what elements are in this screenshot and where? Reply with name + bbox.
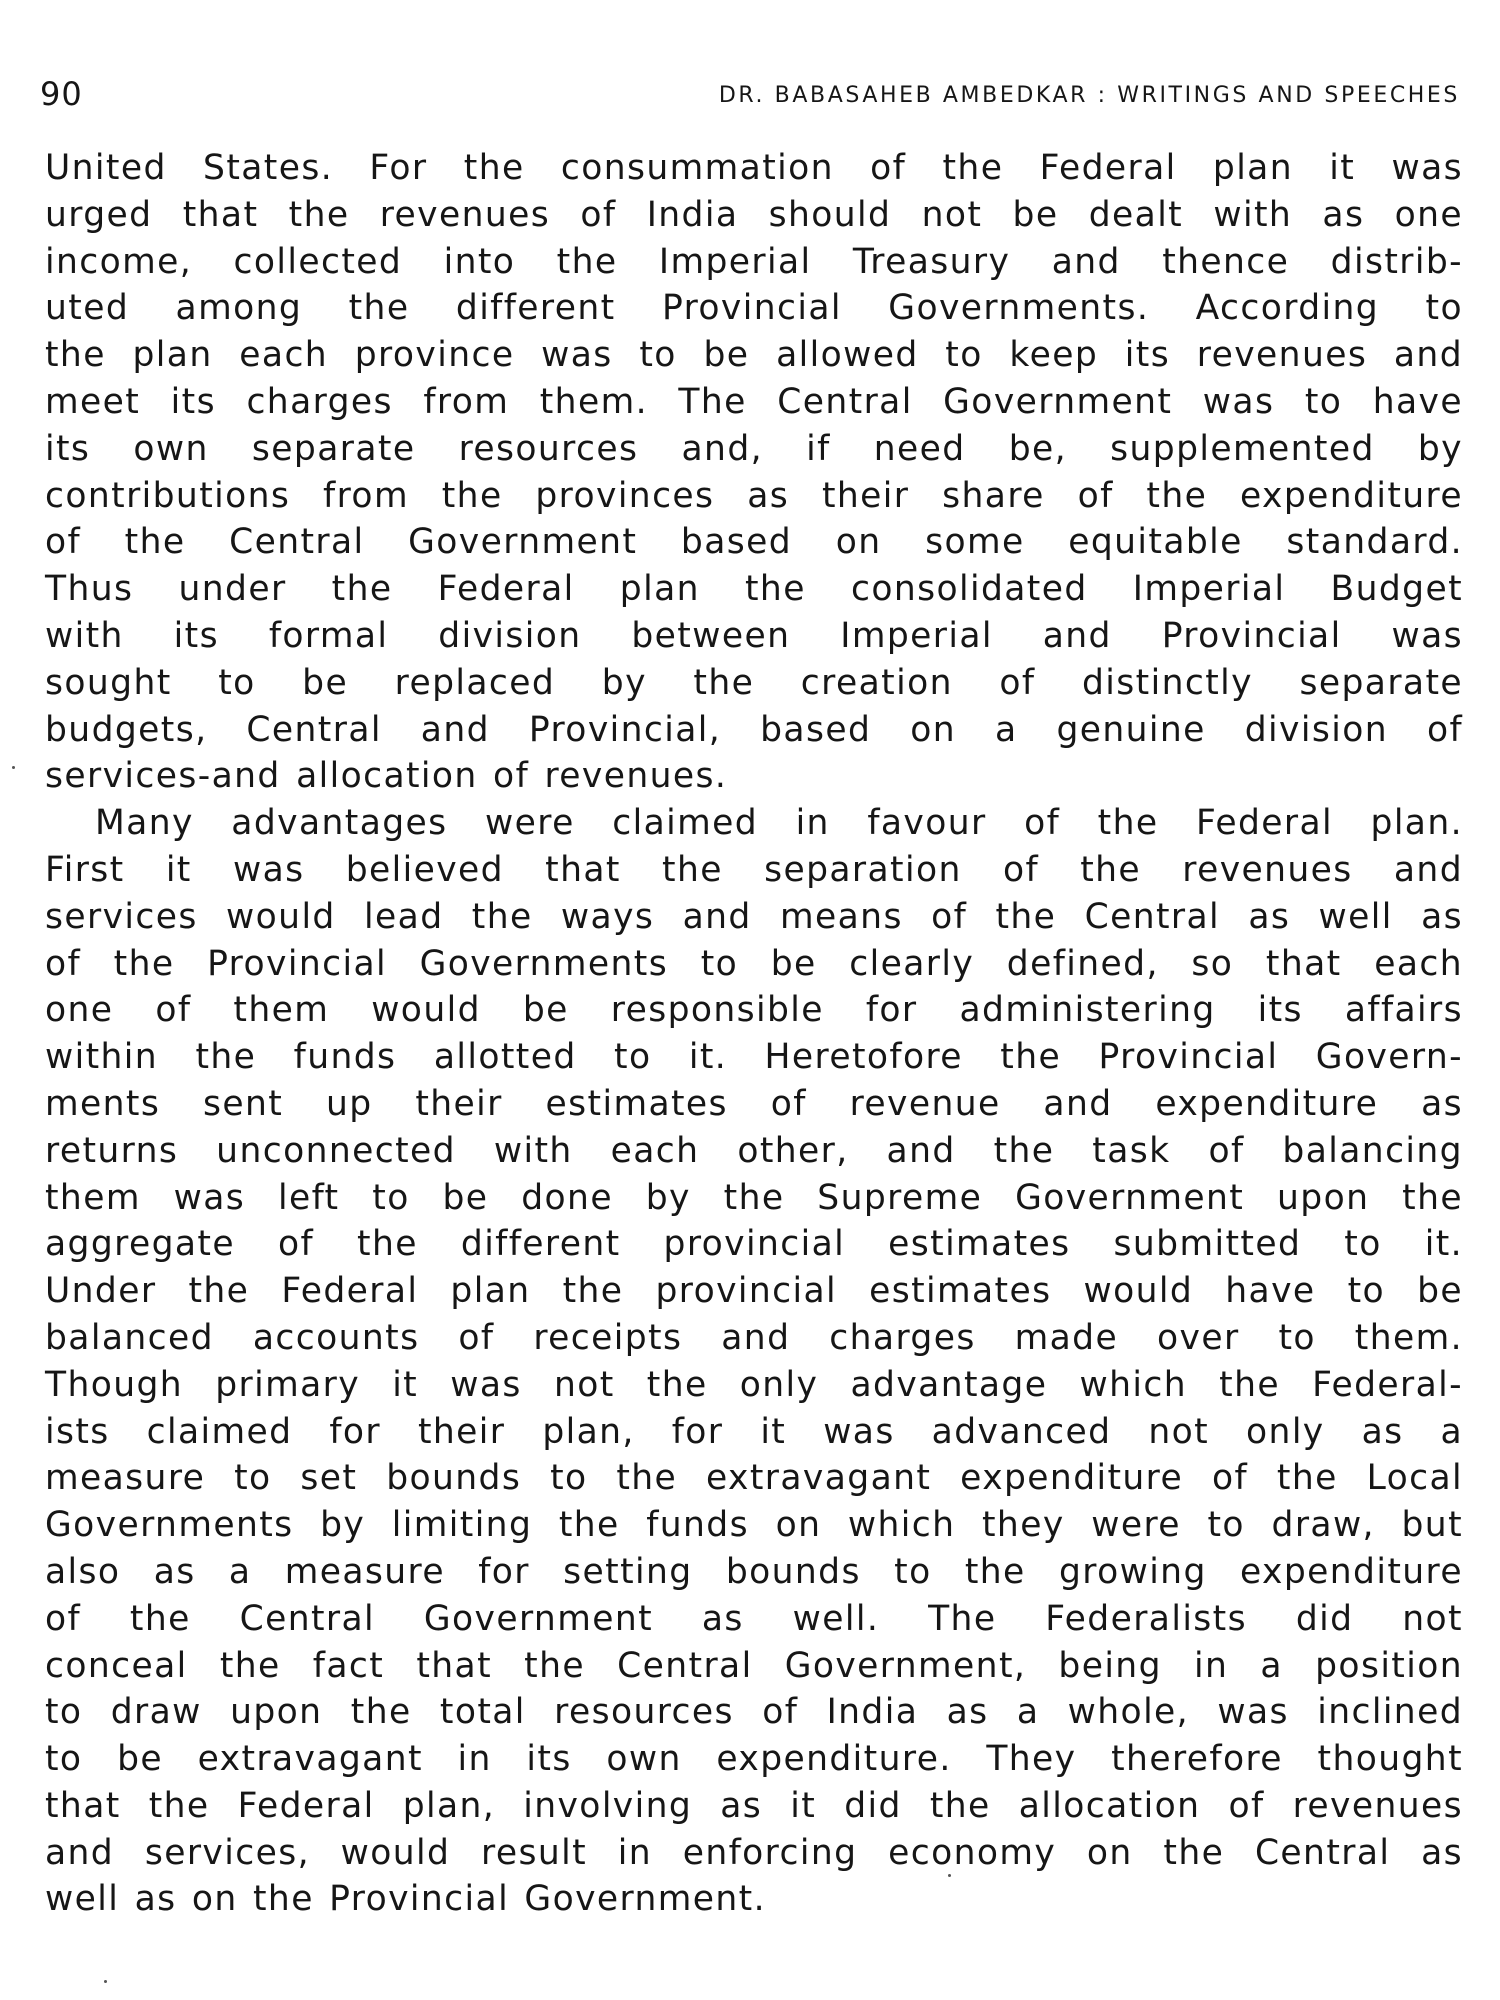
text-line: Governments by limiting the funds on which they were to draw, but <box>45 1505 1463 1546</box>
text-line: of the Central Government as well. The Federalists did not <box>45 1598 1463 1639</box>
text-line: to be extravagant in its own expenditure. They therefore thought <box>45 1739 1463 1780</box>
text-line: also as a measure for setting bounds to the growing expenditure <box>45 1551 1463 1592</box>
text-line: well as on the Provincial Government. <box>45 1879 766 1920</box>
text-line: Though primary it was not the only advantage which the Federal- <box>45 1364 1463 1405</box>
text-line: Many advantages were claimed in favour of the Federal plan. <box>95 803 1463 844</box>
text-line: that the Federal plan, involving as it did the allocation of revenues <box>45 1785 1463 1826</box>
text-line: and services, would result in enforcing economy on the Central as <box>45 1832 1463 1873</box>
running-head <box>40 74 1460 124</box>
scan-speck <box>12 766 15 769</box>
text-line: within the funds allotted to it. Heretofore the Provincial Govern- <box>45 1037 1463 1078</box>
text-line: services would lead the ways and means of the Central as well as <box>45 896 1463 937</box>
text-line: contributions from the provinces as their share of the expenditure <box>45 475 1463 516</box>
text-line: Thus under the Federal plan the consolidated Imperial Budget <box>45 569 1463 610</box>
text-line: measure to set bounds to the extravagant expenditure of the Local <box>45 1458 1463 1499</box>
text-line: meet its charges from them. The Central Government was to have <box>45 381 1463 422</box>
text-line: them was left to be done by the Supreme Government upon the <box>45 1177 1463 1218</box>
running-title: DR. BABASAHEB AMBEDKAR : WRITINGS AND SPEECHES <box>718 83 1460 108</box>
text-line: income, collected into the Imperial Treasury and thence distrib- <box>45 241 1463 282</box>
paragraph-2 <box>45 800 1463 1923</box>
body-text <box>45 145 1463 1923</box>
text-line: ments sent up their estimates of revenue and expenditure as <box>45 1083 1463 1124</box>
text-line: urged that the revenues of India should not be dealt with as one <box>45 194 1463 235</box>
text-line: ists claimed for their plan, for it was advanced not only as a <box>45 1411 1463 1452</box>
text-line: budgets, Central and Provincial, based on a genuine division of <box>45 709 1463 750</box>
text-line: with its formal division between Imperial and Provincial was <box>45 615 1463 656</box>
text-line: returns unconnected with each other, and the task of balancing <box>45 1130 1463 1171</box>
text-line: the plan each province was to be allowed to keep its revenues and <box>45 335 1463 376</box>
scan-speck <box>948 1874 951 1877</box>
page-number: 90 <box>40 75 83 113</box>
text-line: uted among the different Provincial Governments. According to <box>45 288 1463 329</box>
text-line: to draw upon the total resources of India as a whole, was inclined <box>45 1692 1463 1733</box>
text-line: its own separate resources and, if need be, supplemented by <box>45 428 1463 469</box>
paragraph-1 <box>45 145 1463 800</box>
text-line: of the Central Government based on some equitable standard. <box>45 522 1463 563</box>
text-line: United States. For the consummation of the Federal plan it was <box>45 148 1463 188</box>
text-line: balanced accounts of receipts and charges made over to them. <box>45 1317 1463 1358</box>
text-line: services-and allocation of revenues. <box>45 756 728 797</box>
text-line: First it was believed that the separation of the revenues and <box>45 849 1463 890</box>
text-line: of the Provincial Governments to be clearly defined, so that each <box>45 943 1463 984</box>
text-line: sought to be replaced by the creation of distinctly separate <box>45 662 1463 703</box>
text-line: Under the Federal plan the provincial estimates would have to be <box>45 1271 1463 1312</box>
text-line: aggregate of the different provincial estimates submitted to it. <box>45 1224 1463 1265</box>
text-line: one of them would be responsible for administering its affairs <box>45 990 1463 1031</box>
text-line: conceal the fact that the Central Government, being in a position <box>45 1645 1463 1686</box>
scan-speck <box>104 1980 107 1983</box>
